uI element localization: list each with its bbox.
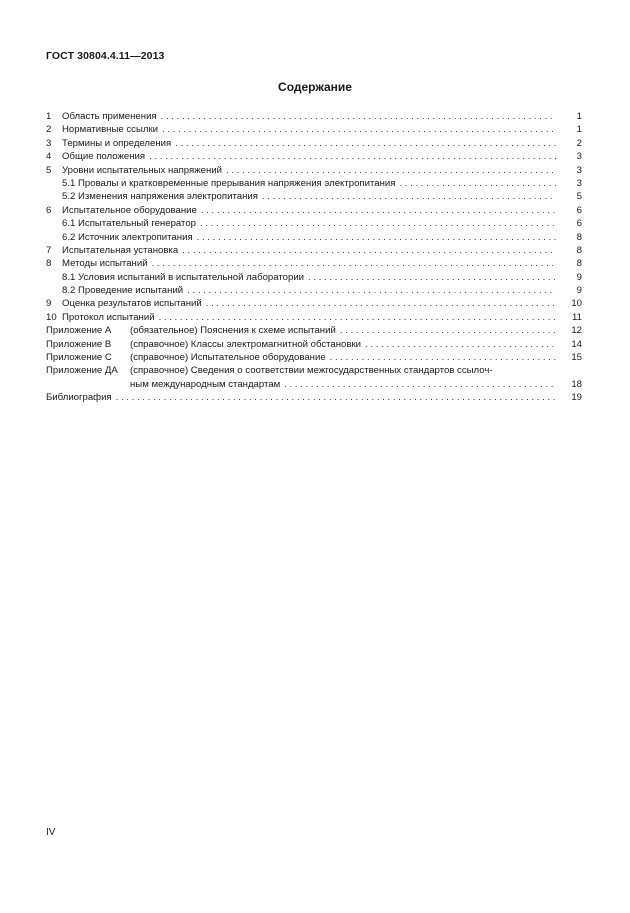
toc-entry[interactable]	[46, 177, 584, 190]
page-title: Содержание	[278, 80, 352, 94]
leader-dots	[197, 231, 556, 244]
toc-entry-page: 9	[576, 285, 582, 297]
toc-entry-page: 3	[576, 164, 582, 176]
toc-entry[interactable]	[46, 257, 584, 270]
page-number: IV	[46, 827, 56, 838]
toc-entry[interactable]	[46, 244, 584, 257]
toc-entry-number: Приложение А	[46, 325, 112, 337]
toc-entry-title: 8.2 Проведение испытаний	[62, 285, 184, 297]
toc-entry-title: (справочное) Классы электромагнитной обстановки	[130, 338, 362, 350]
toc-entry-page: 1	[576, 111, 582, 122]
toc-entry-number: 1	[46, 111, 52, 122]
toc-entry-title-continued: ным международным стандартам	[130, 378, 281, 390]
leader-dots	[149, 150, 556, 163]
toc-entry-title: Испытательное оборудование	[62, 204, 197, 216]
toc-entry[interactable]	[46, 123, 584, 136]
leader-dots	[340, 324, 556, 337]
toc-entry-number: 3	[46, 137, 52, 149]
toc-entry-page: 14	[571, 338, 582, 350]
toc-entry-title: 5.2 Изменения напряжения электропитания	[62, 191, 258, 203]
toc-entry-number: 7	[46, 244, 52, 256]
toc-entry-title: Оценка результатов испытаний	[62, 298, 202, 310]
leader-dots	[262, 190, 556, 203]
toc-entry[interactable]	[46, 190, 584, 203]
toc-entry[interactable]	[46, 284, 584, 297]
toc-entry[interactable]	[46, 391, 584, 404]
toc-entry[interactable]	[46, 110, 584, 123]
toc-entry-page: 9	[576, 271, 582, 283]
toc-entry[interactable]	[46, 338, 584, 351]
toc-entry-page: 18	[571, 378, 582, 390]
toc-entry-page: 8	[576, 231, 582, 243]
toc-entry-number: Приложение ДА	[46, 365, 118, 377]
leader-dots	[201, 204, 556, 217]
toc-entry[interactable]	[46, 311, 584, 324]
toc-entry-title: Испытательная установка	[62, 244, 179, 256]
toc-entry-title: Общие положения	[62, 151, 146, 163]
toc-entry-title: (справочное) Сведения о соответствии межгосударственных стандартов ссылоч-	[130, 365, 493, 377]
toc-entry[interactable]	[46, 150, 584, 163]
toc-entry[interactable]	[46, 364, 584, 391]
toc-entry-page: 12	[571, 325, 582, 337]
leader-dots	[152, 257, 556, 270]
toc-entry-page: 1	[576, 124, 582, 136]
toc-entry-page: 8	[576, 244, 582, 256]
toc-entry-page: 2	[576, 137, 582, 149]
leader-dots	[182, 244, 556, 257]
toc-entry-page: 15	[571, 352, 582, 364]
toc-entry[interactable]	[46, 164, 584, 177]
toc-entry-page: 6	[576, 204, 582, 216]
leader-dots	[116, 391, 556, 404]
leader-dots	[161, 110, 556, 123]
toc-entry-page: 3	[576, 151, 582, 163]
toc-entry-title: Уровни испытательных напряжений	[62, 164, 222, 176]
toc-entry-number: 8	[46, 258, 52, 270]
toc-entry[interactable]	[46, 324, 584, 337]
leader-dots	[330, 351, 556, 364]
leader-dots	[399, 177, 556, 190]
leader-dots	[162, 123, 556, 136]
toc-entry-number: 9	[46, 298, 52, 310]
toc-entry[interactable]	[46, 204, 584, 217]
leader-dots	[226, 164, 556, 177]
toc-entry-title: Термины и определения	[62, 137, 172, 149]
toc-entry-number: 5	[46, 164, 52, 176]
toc-entry-title: Протокол испытаний	[62, 311, 155, 323]
toc-entry-page: 5	[576, 191, 582, 203]
leader-dots	[284, 378, 556, 391]
toc-entry-title: (обязательное) Пояснения к схеме испытаний	[130, 325, 336, 337]
leader-dots	[308, 271, 556, 284]
toc-entry-title: (справочное) Испытательное оборудование	[130, 352, 326, 364]
toc-entry-title: Библиография	[46, 392, 112, 404]
toc-entry-number: Приложение В	[46, 338, 112, 350]
table-of-contents	[46, 110, 584, 405]
toc-entry-title: 6.2 Источник электропитания	[62, 231, 193, 243]
leader-dots	[159, 311, 556, 324]
toc-entry-title: 6.1 Испытательный генератор	[62, 218, 196, 230]
toc-entry[interactable]	[46, 231, 584, 244]
toc-entry[interactable]	[46, 351, 584, 364]
toc-entry-page: 3	[576, 177, 582, 189]
toc-entry-title: 5.1 Провалы и кратковременные прерывания напряжения электропитания	[62, 177, 396, 189]
document-id: ГОСТ 30804.4.11—2013	[46, 50, 165, 62]
toc-entry-title: 8.1 Условия испытаний в испытательной лаборатории	[62, 271, 305, 283]
leader-dots	[187, 284, 556, 297]
leader-dots	[206, 297, 556, 310]
toc-entry-number: 6	[46, 204, 52, 216]
toc-entry-page: 10	[571, 298, 582, 310]
toc-entry-title: Методы испытаний	[62, 258, 148, 270]
toc-entry-title: Область применения	[62, 111, 157, 122]
toc-entry-title: Нормативные ссылки	[62, 124, 159, 136]
toc-entry[interactable]	[46, 217, 584, 230]
toc-entry[interactable]	[46, 137, 584, 150]
toc-entry[interactable]	[46, 297, 584, 310]
toc-entry-page: 8	[576, 258, 582, 270]
toc-entry-number: 10	[46, 311, 57, 323]
toc-entry-number: 4	[46, 151, 52, 163]
leader-dots	[365, 338, 556, 351]
toc-entry[interactable]	[46, 271, 584, 284]
leader-dots	[175, 137, 556, 150]
leader-dots	[200, 217, 556, 230]
toc-entry-number: Приложение С	[46, 352, 112, 364]
toc-entry-page: 6	[576, 218, 582, 230]
toc-entry-page: 11	[572, 311, 582, 323]
toc-entry-number: 2	[46, 124, 52, 136]
toc-entry-page: 19	[571, 392, 582, 404]
